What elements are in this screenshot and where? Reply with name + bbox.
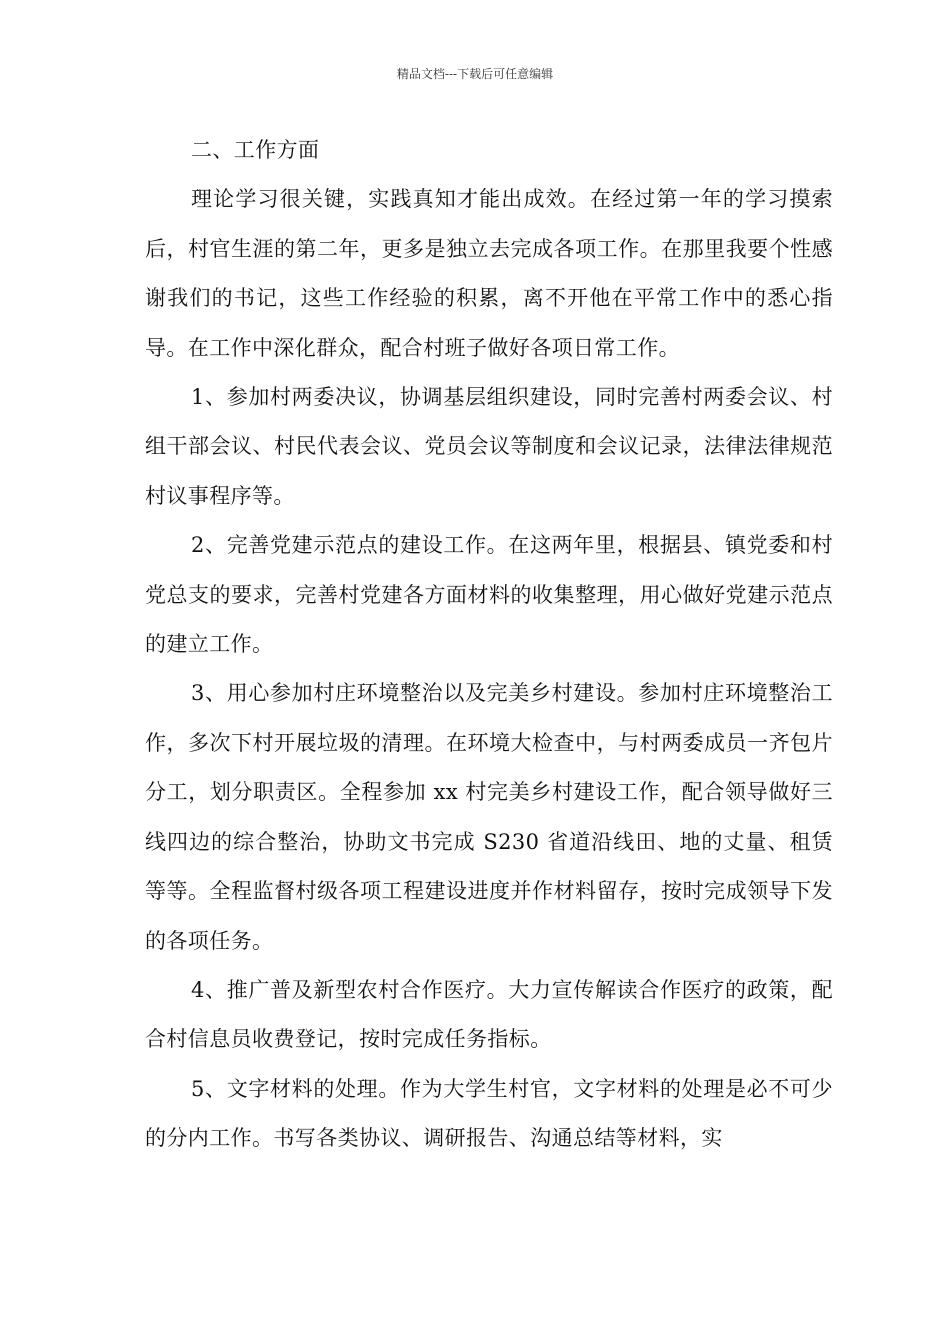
section-heading: 二、工作方面 xyxy=(191,138,320,162)
paragraph-item-5: 5、文字材料的处理。作为大学生村官，文字材料的处理是必不可少的分内工作。书写各类协议、调研报告、沟通总结等材料，实 xyxy=(145,1076,833,1151)
paragraph-item-4: 4、推广普及新型农村合作医疗。大力宣传解读合作医疗的政策，配合村信息员收费登记，按时完成任务指标。 xyxy=(145,977,833,1052)
paragraph-item-2: 2、完善党建示范点的建设工作。在这两年里，根据县、镇党委和村党总支的要求，完善村党建各方面材料的收集整理，用心做好党建示范点的建立工作。 xyxy=(145,533,833,657)
paragraph-intro: 理论学习很关键，实践真知才能出成效。在经过第一年的学习摸索后，村官生涯的第二年，更多是独立去完成各项工作。在那里我要个性感谢我们的书记，这些工作经验的积累，离不开他在平常工作中的悉心指导。在工作中深化群众，配合村班子做好各项日常工作。 xyxy=(145,187,833,360)
page-header: 精品文档---下载后可任意编辑 xyxy=(396,67,554,81)
paragraph-item-1: 1、参加村两委决议，协调基层组织建设，同时完善村两委会议、村组干部会议、村民代表会议、党员会议等制度和会议记录，法律法律规范村议事程序等。 xyxy=(145,385,833,508)
document-body xyxy=(145,126,833,1164)
paragraph-item-3: 3、用心参加村庄环境整治以及完美乡村建设。参加村庄环境整治工作，多次下村开展垃圾的清理。在环境大检查中，与村两委成员一齐包片分工，划分职责区。全程参加 xx 村完美乡村建设工作，配合领导做好三线四边的综合整治，协助文书完成 S230 省道沿线田、地的丈量、租赁等等。全程监督村级各项工程建设进度并作材料留存，按时完成领导下发的各项任务。 xyxy=(145,681,833,953)
